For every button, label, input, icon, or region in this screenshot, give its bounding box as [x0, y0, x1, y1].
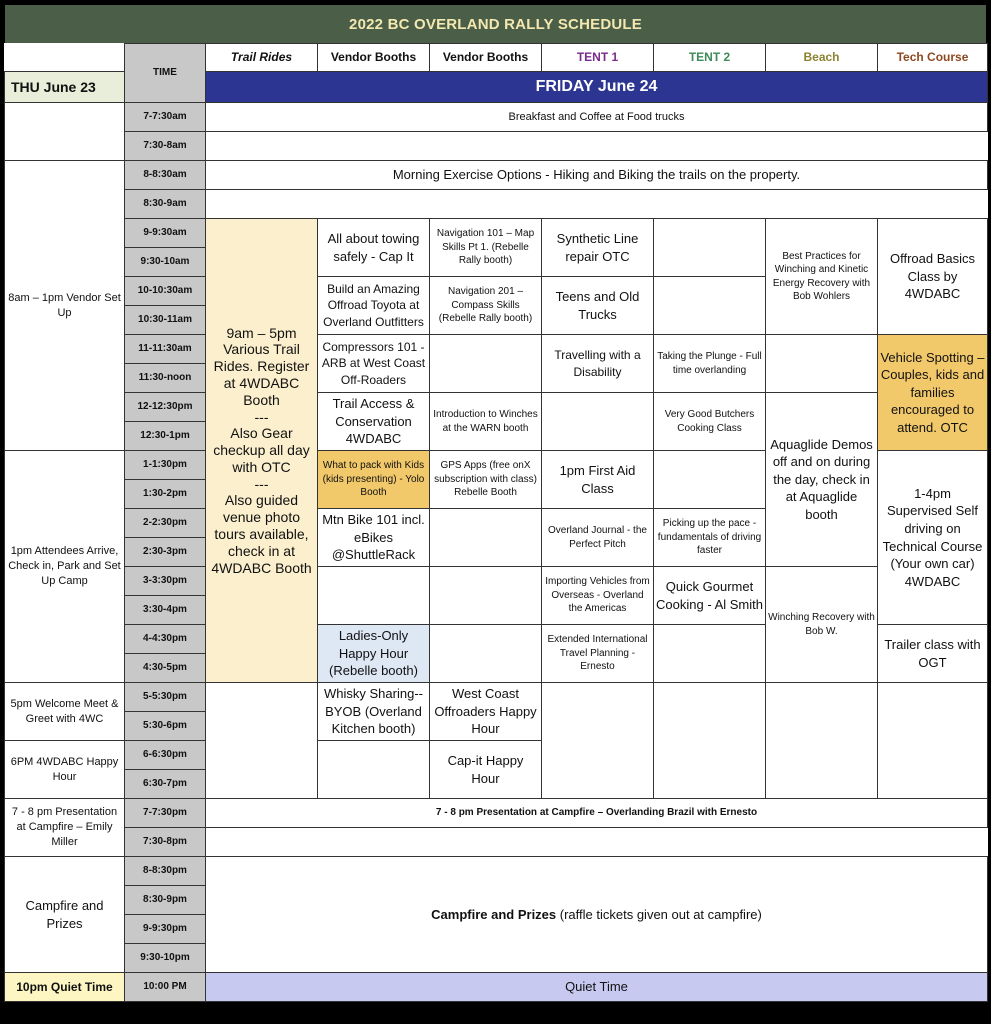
- trail-rides-separator: ---: [254, 408, 269, 425]
- tent2-empty: [654, 683, 766, 799]
- tent1-empty: [542, 393, 654, 451]
- time-slot: 6-6:30pm: [125, 741, 206, 770]
- time-slot: 8:30-9pm: [125, 886, 206, 915]
- time-slot: 10:00 PM: [125, 973, 206, 1002]
- trail-rides-line: 9am – 5pm Various Trail Rides. Register at 4WDABC Booth: [213, 324, 310, 408]
- quick-gourmet-event: Quick Gourmet Cooking - Al Smith: [654, 567, 766, 625]
- thursday-presentation: 7 - 8 pm Presentation at Campfire – Emily Miller: [5, 799, 125, 857]
- supervised-driving-event: 1-4pm Supervised Self driving on Technical Course (Your own car) 4WDABC: [878, 451, 988, 625]
- vendor1-empty: [318, 741, 430, 799]
- trail-rides-line: Also guided venue photo tours available, check in at 4WDABC Booth: [211, 492, 312, 576]
- beach-empty: [766, 683, 878, 799]
- time-slot: 9:30-10am: [125, 248, 206, 277]
- tent2-empty: [654, 219, 766, 277]
- offroad-basics-event: Offroad Basics Class by 4WDABC: [878, 219, 988, 335]
- thursday-vendor-setup: 8am – 1pm Vendor Set Up: [5, 161, 125, 451]
- winches-intro-event: Introduction to Winches at the WARN booth: [430, 393, 542, 451]
- friday-campfire-event: [206, 857, 988, 973]
- time-slot: 5-5:30pm: [125, 683, 206, 712]
- disability-travel-event: Travelling with a Disability: [542, 335, 654, 393]
- thursday-empty-morning: [5, 103, 125, 161]
- trail-rides-event: [206, 219, 318, 683]
- time-slot: 8-8:30pm: [125, 857, 206, 886]
- breakfast-event: Breakfast and Coffee at Food trucks: [206, 103, 988, 132]
- time-slot: 7-7:30am: [125, 103, 206, 132]
- time-slot: 8-8:30am: [125, 161, 206, 190]
- vendor2-empty: [430, 509, 542, 567]
- vendor1-empty: [318, 567, 430, 625]
- whisky-sharing-event: Whisky Sharing-- BYOB (Overland Kitchen booth): [318, 683, 430, 741]
- time-slot: 1-1:30pm: [125, 451, 206, 480]
- vendor2-empty: [430, 625, 542, 683]
- time-slot: 9:30-10pm: [125, 944, 206, 973]
- time-slot: 12:30-1pm: [125, 422, 206, 451]
- time-slot: 10:30-11am: [125, 306, 206, 335]
- thursday-quiet-time: 10pm Quiet Time: [5, 973, 125, 1002]
- tent1-empty: [542, 683, 654, 799]
- aquaglide-event: Aquaglide Demos off and on during the day, check in at Aquaglide booth: [766, 393, 878, 567]
- thursday-campfire: Campfire and Prizes: [5, 857, 125, 973]
- col-header-tent-2: TENT 2: [654, 44, 766, 72]
- extended-travel-event: Extended International Travel Planning - Ernesto: [542, 625, 654, 683]
- capit-happy-hour-event: Cap-it Happy Hour: [430, 741, 542, 799]
- trailer-class-event: Trailer class with OGT: [878, 625, 988, 683]
- time-slot: 11-11:30am: [125, 335, 206, 364]
- time-slot: 10-10:30am: [125, 277, 206, 306]
- trail-empty-evening: [206, 683, 318, 799]
- campfire-note: (raffle tickets given out at campfire): [556, 906, 762, 922]
- campfire-title: Campfire and Prizes: [431, 906, 557, 922]
- time-slot: 2-2:30pm: [125, 509, 206, 538]
- tent2-empty: [654, 451, 766, 509]
- time-slot: 2:30-3pm: [125, 538, 206, 567]
- time-slot: 9-9:30pm: [125, 915, 206, 944]
- tent2-empty: [654, 625, 766, 683]
- friday-quiet-time: Quiet Time: [206, 973, 988, 1002]
- toyota-build-event: Build an Amazing Offroad Toyota at Overland Outfitters: [318, 277, 430, 335]
- col-header-trail-rides: Trail Rides: [206, 44, 318, 72]
- synthetic-line-event: Synthetic Line repair OTC: [542, 219, 654, 277]
- trail-access-event: Trail Access & Conservation 4WDABC: [318, 393, 430, 451]
- friday-header: FRIDAY June 24: [206, 72, 988, 103]
- blank-header-cell: [5, 44, 125, 72]
- morning-exercise-event: Morning Exercise Options - Hiking and Biking the trails on the property.: [206, 161, 988, 190]
- navigation-101-event: Navigation 101 – Map Skills Pt 1. (Rebelle Rally booth): [430, 219, 542, 277]
- pack-with-kids-event: What to pack with Kids (kids presenting) - Yolo Booth: [318, 451, 430, 509]
- col-header-vendor-2: Vendor Booths: [430, 44, 542, 72]
- time-slot: 11:30-noon: [125, 364, 206, 393]
- tent2-empty: [654, 277, 766, 335]
- vendor2-empty: [430, 335, 542, 393]
- teens-old-trucks-event: Teens and Old Trucks: [542, 277, 654, 335]
- thursday-welcome: 5pm Welcome Meet & Greet with 4WC: [5, 683, 125, 741]
- time-slot: 3-3:30pm: [125, 567, 206, 596]
- friday-presentation-event: 7 - 8 pm Presentation at Campfire – Overlanding Brazil with Ernesto: [206, 799, 988, 828]
- trail-rides-separator: ---: [254, 475, 269, 492]
- time-header: TIME: [125, 44, 206, 103]
- time-slot: 7:30-8am: [125, 132, 206, 161]
- picking-up-pace-event: Picking up the pace - fundamentals of driving faster: [654, 509, 766, 567]
- importing-vehicles-event: Importing Vehicles from Overseas - Overland the Americas: [542, 567, 654, 625]
- overland-journal-event: Overland Journal - the Perfect Pitch: [542, 509, 654, 567]
- thursday-attendees-arrive: 1pm Attendees Arrive, Check in, Park and Set Up Camp: [5, 451, 125, 683]
- winching-practices-event: Best Practices for Winching and Kinetic Energy Recovery with Bob Wohlers: [766, 219, 878, 335]
- butchers-cooking-event: Very Good Butchers Cooking Class: [654, 393, 766, 451]
- beach-empty: [766, 335, 878, 393]
- west-coast-happy-hour-event: West Coast Offroaders Happy Hour: [430, 683, 542, 741]
- time-slot: 12-12:30pm: [125, 393, 206, 422]
- winching-recovery-event: Winching Recovery with Bob W.: [766, 567, 878, 683]
- time-slot: 7:30-8pm: [125, 828, 206, 857]
- time-slot: 9-9:30am: [125, 219, 206, 248]
- col-header-tech-course: Tech Course: [878, 44, 988, 72]
- header-row: [5, 44, 988, 72]
- trail-rides-line: Also Gear checkup all day with OTC: [213, 425, 310, 475]
- navigation-201-event: Navigation 201 – Compass Skills (Rebelle Rally booth): [430, 277, 542, 335]
- first-aid-event: 1pm First Aid Class: [542, 451, 654, 509]
- tech-empty: [878, 683, 988, 799]
- ladies-happy-hour-event: Ladies-Only Happy Hour (Rebelle booth): [318, 625, 430, 683]
- time-slot: 6:30-7pm: [125, 770, 206, 799]
- time-slot: 4:30-5pm: [125, 654, 206, 683]
- time-slot: 8:30-9am: [125, 190, 206, 219]
- taking-the-plunge-event: Taking the Plunge - Full time overlanding: [654, 335, 766, 393]
- thursday-header: THU June 23: [5, 72, 125, 103]
- time-slot: 3:30-4pm: [125, 596, 206, 625]
- time-slot: 7-7:30pm: [125, 799, 206, 828]
- gps-apps-event: GPS Apps (free onX subscription with class) Rebelle Booth: [430, 451, 542, 509]
- col-header-vendor-1: Vendor Booths: [318, 44, 430, 72]
- time-slot: 4-4:30pm: [125, 625, 206, 654]
- col-header-beach: Beach: [766, 44, 878, 72]
- compressors-event: Compressors 101 - ARB at West Coast Off-Roaders: [318, 335, 430, 393]
- schedule-table: [4, 43, 988, 1002]
- mtn-bike-event: Mtn Bike 101 incl. eBikes @ShuttleRack: [318, 509, 430, 567]
- col-header-tent-1: TENT 1: [542, 44, 654, 72]
- vehicle-spotting-event: Vehicle Spotting – Couples, kids and families encouraged to attend. OTC: [878, 335, 988, 451]
- page-title: 2022 BC OVERLAND RALLY SCHEDULE: [5, 5, 986, 43]
- towing-event: All about towing safely - Cap It: [318, 219, 430, 277]
- time-slot: 1:30-2pm: [125, 480, 206, 509]
- thursday-happy-hour: 6PM 4WDABC Happy Hour: [5, 741, 125, 799]
- vendor2-empty: [430, 567, 542, 625]
- time-slot: 5:30-6pm: [125, 712, 206, 741]
